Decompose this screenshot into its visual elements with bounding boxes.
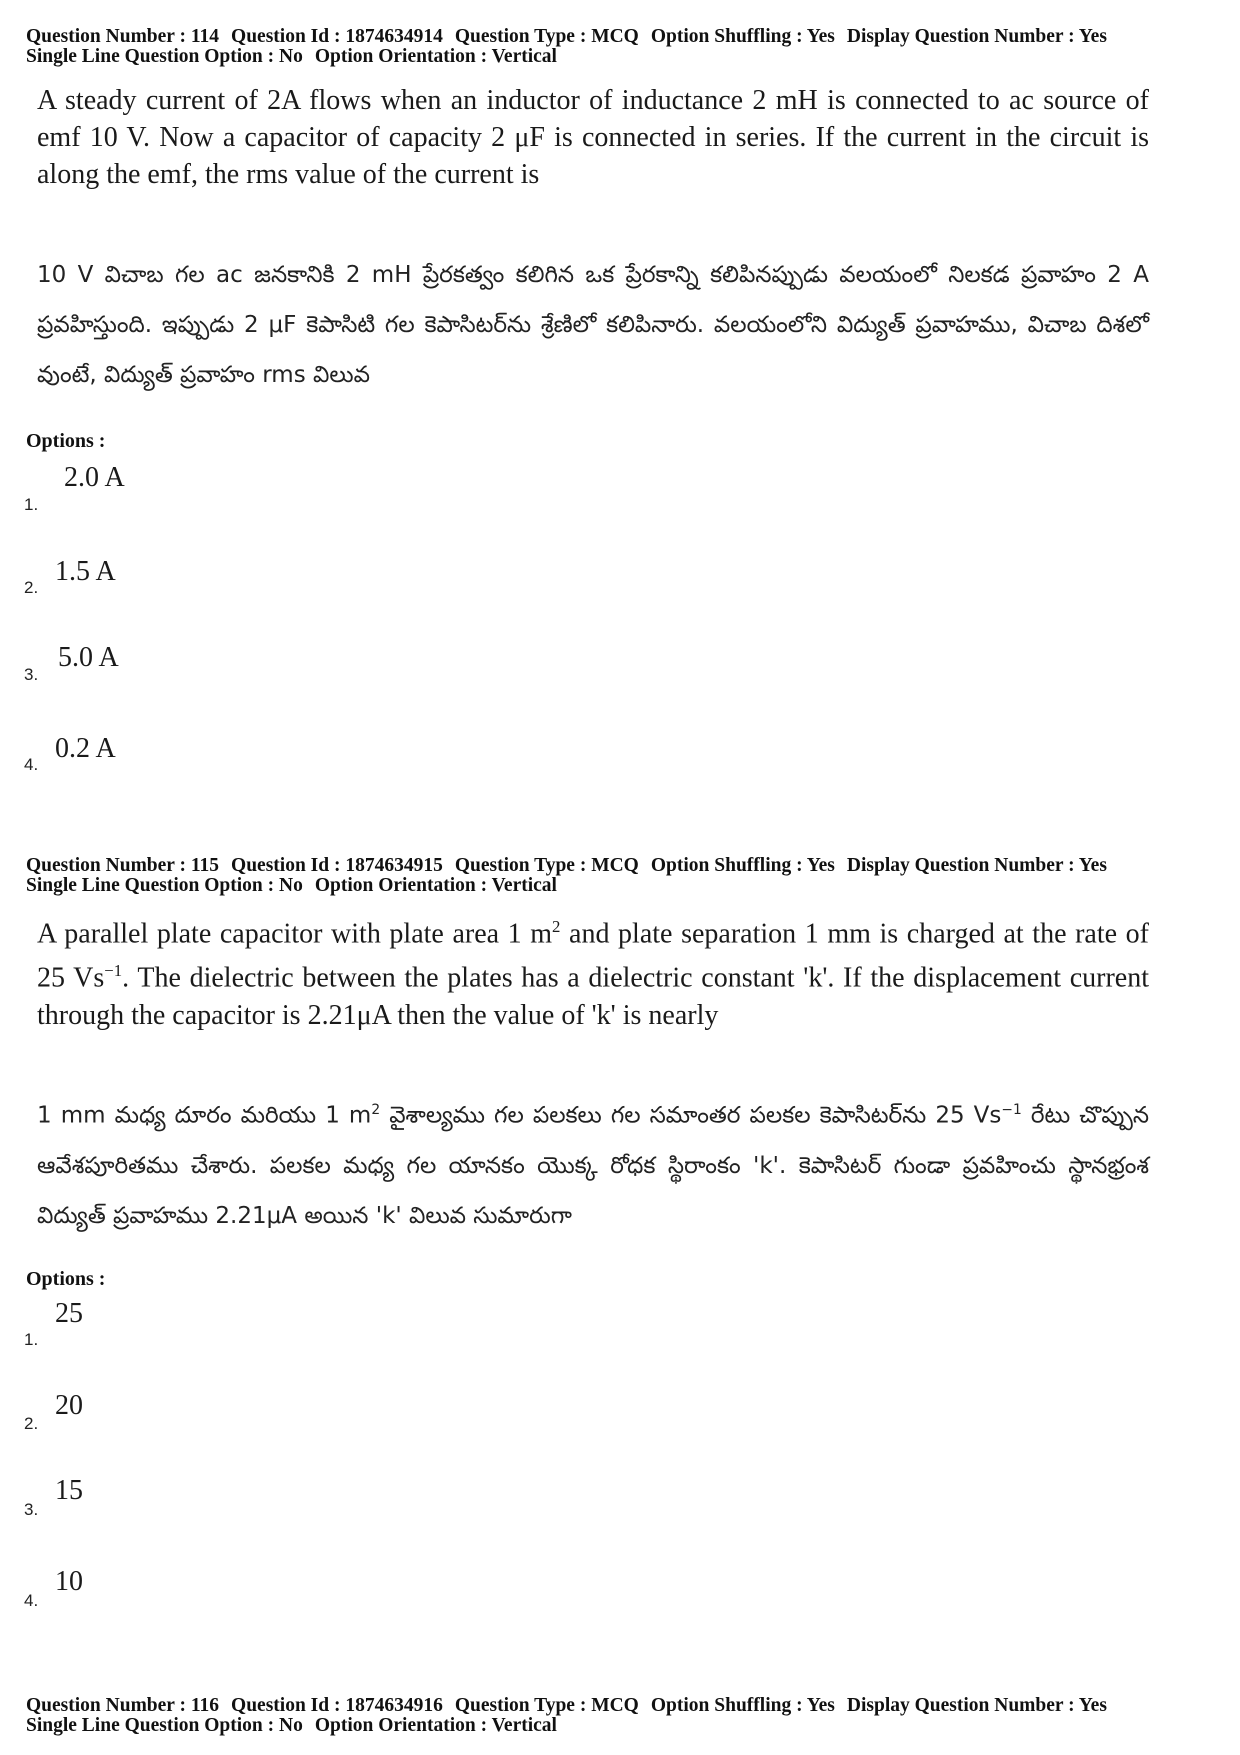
question-type: Question Type : MCQ [454, 1695, 639, 1716]
option-orientation: Option Orientation : Vertical [314, 875, 557, 896]
option-number: 3. [24, 1500, 39, 1519]
question-number: Question Number : 114 [26, 26, 220, 47]
option-number: 1. [24, 1330, 39, 1349]
meta-line-1 [26, 856, 1226, 876]
option-value[interactable]: 25 [55, 1298, 83, 1329]
question-number: Question Number : 115 [26, 855, 220, 876]
question-number: Question Number : 116 [26, 1695, 220, 1716]
options-label: Options : [26, 1268, 106, 1290]
option-value[interactable]: 15 [55, 1475, 83, 1506]
question-meta-116 [26, 1696, 1226, 1736]
meta-line-1 [26, 1696, 1226, 1716]
option-number: 4. [24, 1591, 39, 1610]
options-label: Options : [26, 430, 106, 452]
meta-line-2 [26, 876, 1226, 896]
option-number: 4. [24, 755, 39, 774]
option-number: 3. [24, 665, 39, 684]
question-type: Question Type : MCQ [454, 855, 639, 876]
option-shuffling: Option Shuffling : Yes [650, 855, 835, 876]
question-id: Question Id : 1874634916 [231, 1695, 443, 1716]
option-value[interactable]: 10 [55, 1566, 83, 1597]
option-shuffling: Option Shuffling : Yes [650, 1695, 835, 1716]
question-id: Question Id : 1874634914 [231, 26, 443, 47]
question-text-telugu: 1 mm మధ్య దూరం మరియు 1 $m^2$ వైశాల్యము గల పలకలు గల సమాంతర పలకల కెపాసిటర్‌ను 25 $Vs^{-1}$ రేటు చొప్పున ఆవేశపూరితము చేశారు. పలకల మధ్య గల యానకం యొక్క రోధక స్థిరాంకం 'k'. కెపాసిటర్ గుండా ప్రవహించు స్థానభ్రంశ విద్యుత్ ప్రవాహము 2.21μA అయిన 'k' విలువ సుమారుగా [37, 1102, 1149, 1229]
option-value[interactable]: 0.2 A [55, 733, 116, 764]
question-text-english: A steady current of 2A flows when an inductor of inductance 2 mH is connected to ac source of emf 10 V. Now a capacitor of capacity 2 μF is connected in series. If the current in the circuit is along the emf, the rms value of the current is [37, 85, 1149, 190]
option-value[interactable]: 1.5 A [55, 556, 116, 587]
option-value[interactable]: 5.0 A [58, 642, 119, 673]
question-meta-115 [26, 856, 1226, 896]
option-orientation: Option Orientation : Vertical [314, 46, 557, 67]
option-value[interactable]: 2.0 A [64, 462, 125, 493]
question-text-english: A parallel plate capacitor with plate area 1 $m^2$ and plate separation 1 mm is charged at the rate of 25 $Vs^{-1}$. The dielectric between the plates has a dielectric constant 'k'. If the displacement current through the capacitor is 2.21μA then the value of 'k' is nearly [37, 917, 1149, 1031]
option-orientation: Option Orientation : Vertical [314, 1715, 557, 1736]
display-question-number: Display Question Number : Yes [846, 855, 1107, 876]
single-line-option: Single Line Question Option : No [26, 46, 303, 67]
display-question-number: Display Question Number : Yes [846, 1695, 1107, 1716]
meta-line-2 [26, 1716, 1226, 1736]
option-number: 2. [24, 578, 39, 597]
meta-line-1 [26, 27, 1226, 47]
question-type: Question Type : MCQ [454, 26, 639, 47]
option-shuffling: Option Shuffling : Yes [650, 26, 835, 47]
display-question-number: Display Question Number : Yes [846, 26, 1107, 47]
question-meta-114 [26, 27, 1226, 67]
meta-line-2 [26, 47, 1226, 67]
option-value[interactable]: 20 [55, 1390, 83, 1421]
question-id: Question Id : 1874634915 [231, 855, 443, 876]
question-text-telugu: 10 V విచాబ గల ac జనకానికి 2 mH ప్రేరకత్వం కలిగిన ఒక ప్రేరకాన్ని కలిపినప్పుడు వలయంలో నిలకడ ప్రవాహం 2 A ప్రవహిస్తుంది. ఇప్పుడు 2 μF కెపాసిటి గల కెపాసిటర్‌ను శ్రేణిలో కలిపినారు. వలయంలోని విద్యుత్ ప్రవాహము, విచాబ దిశలో వుంటే, విద్యుత్ ప్రవాహం rms విలువ [37, 262, 1149, 388]
option-number: 2. [24, 1414, 39, 1433]
single-line-option: Single Line Question Option : No [26, 875, 303, 896]
option-number: 1. [24, 495, 39, 514]
single-line-option: Single Line Question Option : No [26, 1715, 303, 1736]
